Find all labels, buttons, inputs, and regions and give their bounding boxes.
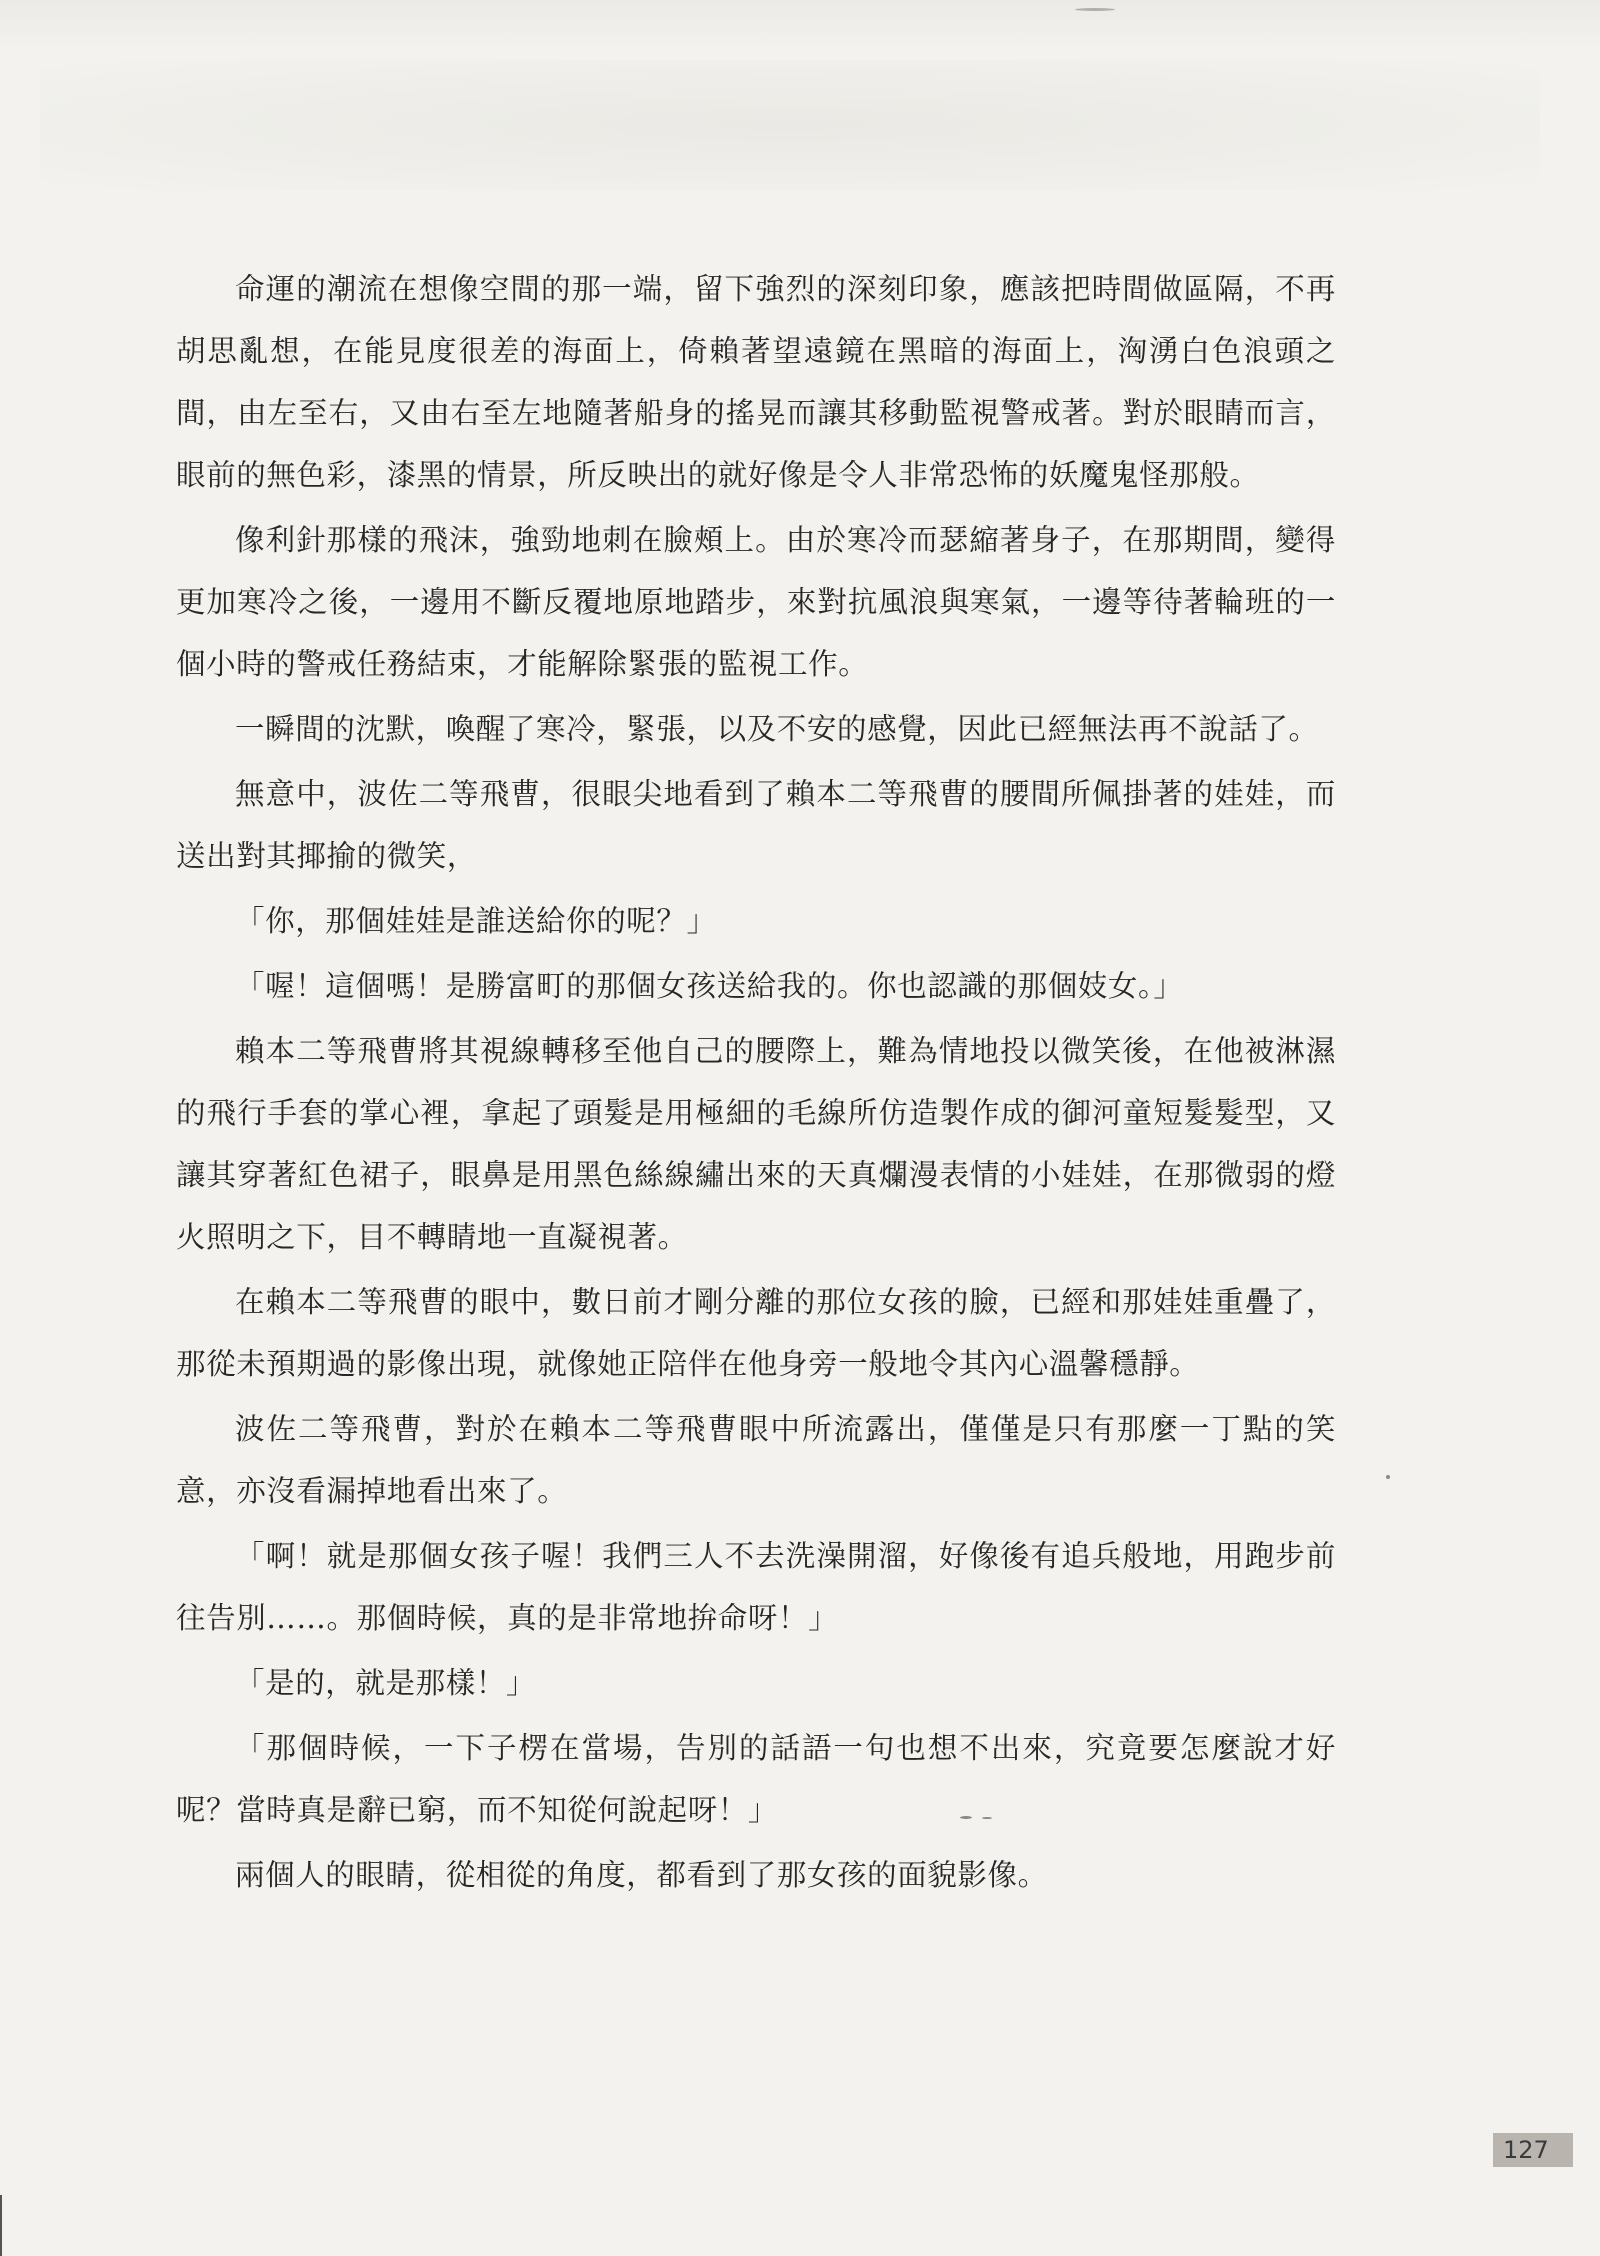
paragraph-6: 在賴本二等飛曹的眼中，數日前才剛分離的那位女孩的臉，已經和那娃娃重疊了，那從未預期過的影像出現，就像她正陪伴在他身旁一般地令其內心溫馨穩靜。 (176, 1285, 1336, 1381)
scan-speck (960, 1816, 972, 1819)
scan-edge-mark (0, 2195, 2, 2256)
paragraph-7: 波佐二等飛曹，對於在賴本二等飛曹眼中所流露出，僅僅是只有那麼一丁點的笑意，亦沒看漏掉地看出來了。 (176, 1412, 1336, 1508)
scan-speck (982, 1817, 992, 1819)
dialogue-4: 「是的，就是那樣！」 (235, 1666, 537, 1700)
paragraph-5: 賴本二等飛曹將其視線轉移至他自己的腰際上，難為情地投以微笑後，在他被淋濕的飛行手套的掌心裡，拿起了頭髮是用極細的毛線所仿造製作成的御河童短髮髮型，又讓其穿著紅色裙子，眼鼻是用黑色絲線繡出來的天真爛漫表情的小娃娃，在那微弱的燈火照明之下，目不轉睛地一直凝視著。 (176, 1034, 1336, 1254)
scan-speck (1386, 1475, 1390, 1479)
body-text (176, 258, 1336, 1909)
paragraph-1: 命運的潮流在想像空間的那一端，留下強烈的深刻印象，應該把時間做區隔，不再胡思亂想，在能見度很差的海面上，倚賴著望遠鏡在黑暗的海面上，洶湧白色浪頭之間，由左至右，又由右至左地隨著船身的搖晃而讓其移動監視警戒著。對於眼睛而言，眼前的無色彩，漆黑的情景，所反映出的就好像是令人非常恐怖的妖魔鬼怪那般。 (176, 272, 1336, 492)
page-number: 127 (1493, 2133, 1573, 2167)
scan-top-shadow (0, 0, 1600, 52)
dialogue-1: 「你，那個娃娃是誰送給你的呢？」 (235, 904, 717, 938)
dialogue-3: 「啊！就是那個女孩子喔！我們三人不去洗澡開溜，好像後有追兵般地，用跑步前往告別……。那個時候，真的是非常地拚命呀！」 (176, 1539, 1336, 1635)
paragraph-3: 一瞬間的沈默，喚醒了寒冷，緊張，以及不安的感覺，因此已經無法再不說話了。 (235, 712, 1319, 746)
dialogue-2: 「喔！這個嗎！是勝富町的那個女孩送給我的。你也認識的那個妓女。」 (235, 969, 1184, 1003)
paragraph-8: 兩個人的眼睛，從相從的角度，都看到了那女孩的面貌影像。 (235, 1858, 1048, 1892)
scan-smudge (40, 60, 1540, 190)
paragraph-2: 像利針那樣的飛沫，強勁地刺在臉頰上。由於寒冷而瑟縮著身子，在那期間，變得更加寒冷之後，一邊用不斷反覆地原地踏步，來對抗風浪與寒氣，一邊等待著輪班的一個小時的警戒任務結束，才能解除緊張的監視工作。 (176, 523, 1336, 681)
paragraph-4: 無意中，波佐二等飛曹，很眼尖地看到了賴本二等飛曹的腰間所佩掛著的娃娃，而送出對其揶揄的微笑， (176, 777, 1336, 873)
dialogue-5: 「那個時候，一下子楞在當場，告別的話語一句也想不出來，究竟要怎麼說才好呢？當時真是辭已窮，而不知從何說起呀！」 (176, 1731, 1336, 1827)
scan-speck (1075, 8, 1115, 11)
